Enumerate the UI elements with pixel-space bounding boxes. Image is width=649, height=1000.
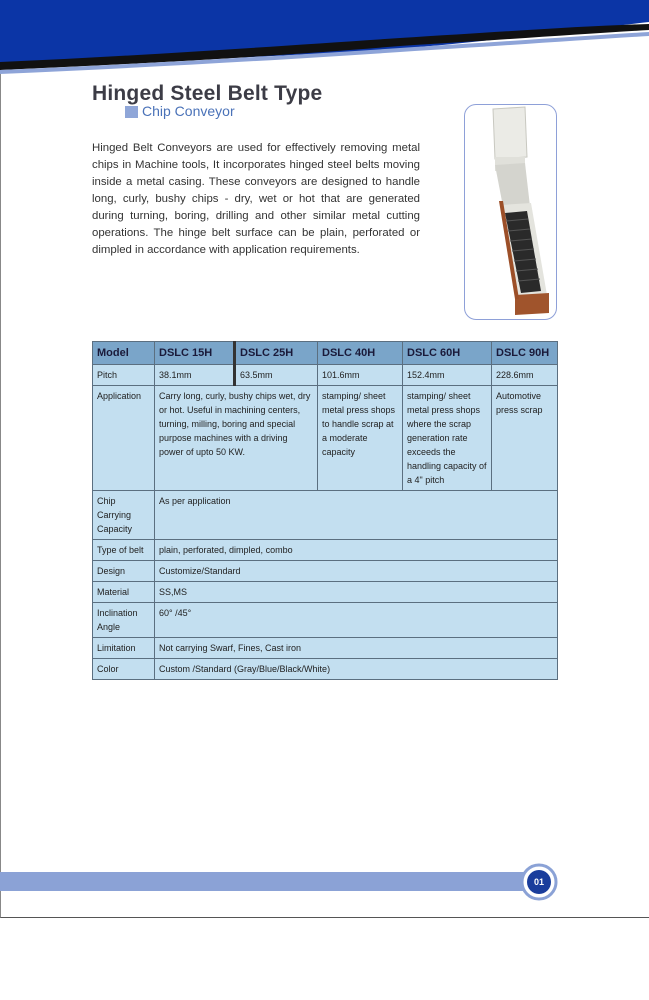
row-label: Material [93,582,155,603]
table-row [93,561,558,582]
table-cell: 63.5mm [235,365,318,386]
column-header: Model [93,342,155,365]
table-row-pitch [93,365,558,386]
spec-table [92,341,558,680]
table-row [93,638,558,659]
table-row [93,540,558,561]
table-cell: Carry long, curly, bushy chips wet, dry or hot. Useful in machining centers, turning, milling, boring and special purpose machines with a driving power of upto 50 KW. [155,386,318,491]
product-photo [464,104,557,320]
row-label: Design [93,561,155,582]
table-cell: Custom /Standard (Gray/Blue/Black/White) [155,659,558,680]
column-header: DSLC 60H [403,342,492,365]
table-cell: 38.1mm [155,365,235,386]
column-header: DSLC 40H [318,342,403,365]
table-cell: 101.6mm [318,365,403,386]
footer-band [0,872,530,891]
row-label: Color [93,659,155,680]
table-cell: Customize/Standard [155,561,558,582]
table-cell: stamping/ sheet metal press shops where the scrap generation rate exceeds the handling capacity of a 4" pitch [403,386,492,491]
conveyor-illustration [465,105,557,320]
table-cell: As per application [155,491,558,540]
page-number: 01 [527,870,551,894]
table-row [93,582,558,603]
table-cell: SS,MS [155,582,558,603]
column-header: DSLC 15H [155,342,235,365]
row-label: Inclination Angle [93,603,155,638]
table-row-application [93,386,558,491]
table-row [93,603,558,638]
row-label: Limitation [93,638,155,659]
column-header: DSLC 25H [235,342,318,365]
row-label: Application [93,386,155,491]
table-row [93,491,558,540]
table-cell: 152.4mm [403,365,492,386]
row-label: Chip Carrying Capacity [93,491,155,540]
column-header: DSLC 90H [492,342,558,365]
table-cell: 60° /45° [155,603,558,638]
table-cell: 228.6mm [492,365,558,386]
table-cell: stamping/ sheet metal press shops to handle scrap at a moderate capacity [318,386,403,491]
row-label: Type of belt [93,540,155,561]
page-title: Hinged Steel Belt Type [92,82,323,105]
table-header-row [93,342,558,365]
subtitle-accent-bar [125,106,138,118]
table-row [93,659,558,680]
page-subtitle: Chip Conveyor [142,103,235,119]
table-cell: Automotive press scrap [492,386,558,491]
row-label: Pitch [93,365,155,386]
table-cell: Not carrying Swarf, Fines, Cast iron [155,638,558,659]
product-description: Hinged Belt Conveyors are used for effectively removing metal chips in Machine tools, It incorporates hinged steel belts moving inside a metal casing. These conveyors are designed to handle long, curly, bushy chips - dry, wet or hot that are generated during turning, boring, drilling and other similar metal cutting operations. The hinge belt surface can be plain, perforated or dimpled in accordance with application requirements. [92,142,420,256]
table-cell: plain, perforated, dimpled, combo [155,540,558,561]
